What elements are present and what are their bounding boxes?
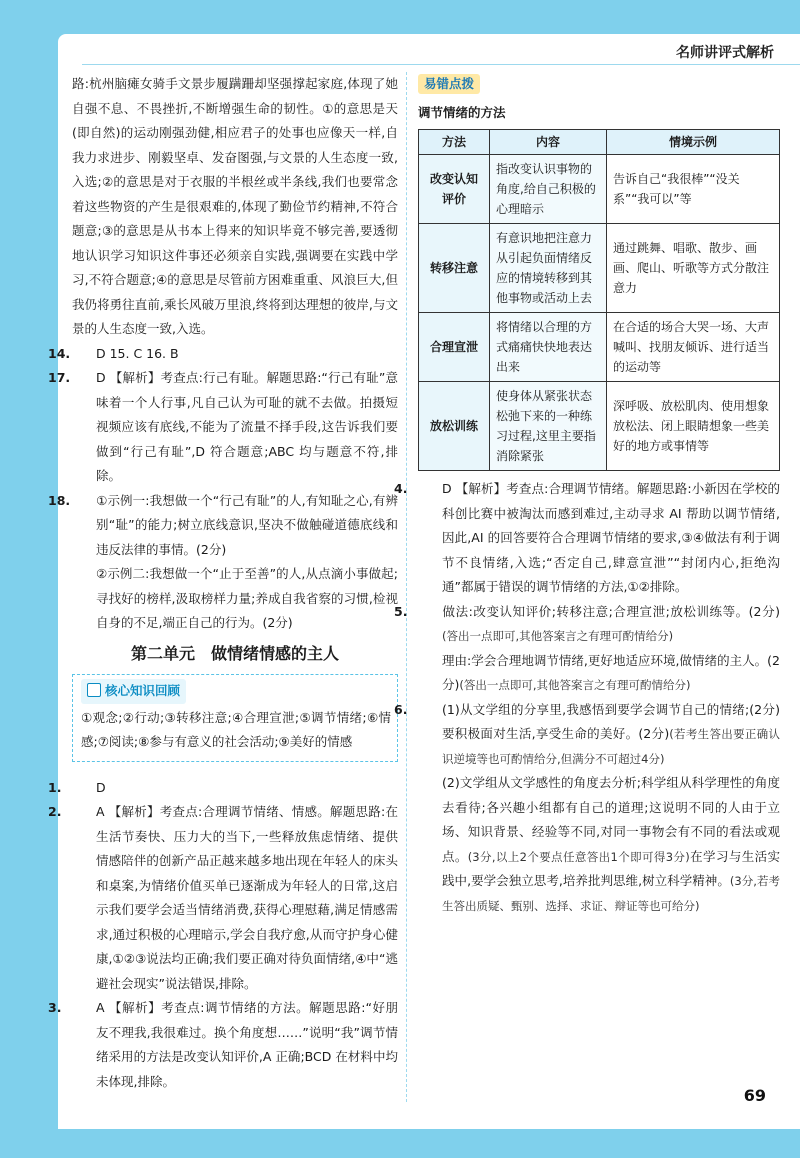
table-title: 调节情绪的方法 <box>418 104 506 120</box>
tip-tag: 易错点拨 <box>418 74 480 94</box>
answer-2: 2. A 【解析】考查点:合理调节情绪、情感。解题思路:在生活节奏快、压力大的当下,一些释放焦虑情绪、提供情感陪伴的创新产品正越来越多地出现在年轻人的床头和桌案,为情绪价值买单已逐渐成为年轻人的日常,这启示我们要学会适当情绪消费,获得心理慰藉,满足情感需求,通过积极的心理暗示,学会自我疗愈,从而守护身心健康,①②③说法均正确;我们要正确对待负面情绪,④中“逃避社会现实”说法错误,排除。 <box>48 804 398 991</box>
methods-table <box>418 129 780 471</box>
method-cell: 转移注意 <box>419 224 490 313</box>
answer-18-part2: ②示例二:我想做一个“止于至善”的人,从点滴小事做起;寻找好的榜样,汲取榜样力量;养成自我省察的习惯,检视自身的不足,端正自己的行为。(2分) <box>96 566 398 630</box>
page-number: 69 <box>743 1086 766 1105</box>
answer-14-16: 14. D 15. C 16. B <box>48 345 179 361</box>
content-cell: 使身体从紧张状态松弛下来的一种练习过程,这里主要指消除紧张 <box>490 382 607 471</box>
example-cell: 通过跳舞、唱歌、散步、画画、爬山、听歌等方式分散注意力 <box>607 224 780 313</box>
core-knowledge-box <box>72 674 398 762</box>
box-text: ①观念;②行动;③转移注意;④合理宣泄;⑤调节情绪;⑥情感;⑦阅读;⑧参与有意义的社会活动;⑨美好的情感 <box>81 709 391 749</box>
header-cell: 方法 <box>419 130 490 155</box>
header-title: 名师讲评式解析 <box>676 45 774 61</box>
table-row <box>419 155 780 224</box>
content-cell: 有意识地把注意力从引起负面情绪反应的情境转移到其他事物或活动上去 <box>490 224 607 313</box>
method-cell: 放松训练 <box>419 382 490 471</box>
answer-4: 4. D 【解析】考查点:合理调节情绪。解题思路:小新因在学校的科创比赛中被淘汰而感到难过,主动寻求 AI 帮助以调节情绪,因此,AI 的回答要符合合理调节情绪的要求,③④做法有利于调节不良情绪,入选;“否定自己,肆意宣泄”“封闭内心,拒绝沟通”都属于错误的调节情绪的方法,①②排除。 <box>394 481 780 594</box>
table-row <box>419 382 780 471</box>
content-cell: 将情绪以合理的方式痛痛快快地表达出来 <box>490 313 607 382</box>
answer-1: 1. D <box>48 779 106 795</box>
continued-answer: 路:杭州脑瘫女骑手文景步履蹒跚却坚强撑起家庭,体现了她自强不息、不畏挫折,不断增强生命的韧性。①的意思是天(即自然)的运动刚强劲健,相应君子的处事也应像天一样,自我力求进步、刚毅坚卓、发奋图强,与文景的人生态度一致,入选;②的意思是对于衣服的半根丝或半条线,我们也要常念着这些物资的产生是很艰难的,体现了勤俭节约精神,不符合题意;③的意思是从书本上得来的知识毕竟不够完善,要透彻地认识学习知识这件事还必须亲自实践,强调要在实践中学习,不符合题意;④的意思是尽管前方困难重重、风浪巨大,但我仍将勇往直前,乘长风破万里浪,终将到达理想的彼岸,与文景的人生态度一致,入选。 <box>72 76 398 336</box>
column-divider <box>406 72 407 1102</box>
answer-6: 6. (1)从文学组的分享里,我感悟到要学会调节自己的情绪;(2分)要积极面对生活,享受生命的美好。(2分)(若考生答出要正确认识逆境等也可酌情给分,但满分不可超过4分) <box>394 701 780 766</box>
method-cell: 改变认知评价 <box>419 155 490 224</box>
right-column <box>394 72 781 918</box>
answer-3: 3. A 【解析】考查点:调节情绪的方法。解题思路:“好朋友不理我,我很难过。换个角度想……”说明“我”调节情绪采用的方法是改变认知评价,A 正确;BCD 在材料中均未体现,排除。 <box>48 1000 398 1089</box>
table-header-row <box>419 130 780 155</box>
answer-6-part2: (2)文学组从文学感性的角度去分析;科学组从科学理性的角度去看待;各兴趣小组都有自己的道理;这说明不同的人由于立场、知识背景、经验等不同,对同一事物会有不同的看法或观点。(3分,以上2个要点任意答出1个即可得3分)在学习与生活实践中,要学会独立思考,培养批判思维,树立科学精神。(3分,若考生答出质疑、甄别、选择、求证、辩证等也可给分) <box>442 775 781 913</box>
left-column <box>48 72 398 1094</box>
example-cell: 深呼吸、放松肌肉、使用想象放松法、闭上眼睛想象一些美好的地方或事情等 <box>607 382 780 471</box>
example-cell: 在合适的场合大哭一场、大声喊叫、找朋友倾诉、进行适当的运动等 <box>607 313 780 382</box>
method-cell: 合理宣泄 <box>419 313 490 382</box>
header-cell: 情境示例 <box>607 130 780 155</box>
answer-18: 18. ①示例一:我想做一个“行己有耻”的人,有知耻之心,有辨别“耻”的能力;树立底线意识,坚决不做触碰道德底线和违反法律的事情。(2分) <box>48 492 398 557</box>
table-row <box>419 313 780 382</box>
example-cell: 告诉自己“我很棒”“没关系”“我可以”等 <box>607 155 780 224</box>
section-title: 第二单元 做情绪情感的主人 <box>130 643 339 663</box>
answer-17: 17. D 【解析】考查点:行己有耻。解题思路:“行己有耻”意味着一个人行事,凡自己认为可耻的就不去做。拍摄短视频应该有底线,不能为了流量不择手段,这告诉我们要做到“行己有耻”,D 符合题意;ABC 均与题意不符,排除。 <box>48 370 398 483</box>
header-divider <box>82 64 800 65</box>
table-row <box>419 224 780 313</box>
answer-5-reason: 理由:学会合理地调节情绪,更好地适应环境,做情绪的主人。(2分)(答出一点即可,其他答案言之有理可酌情给分) <box>442 652 780 692</box>
book-icon <box>87 683 101 697</box>
page-sheet <box>48 34 800 1129</box>
answer-5: 5. 做法:改变认知评价;转移注意;合理宣泄;放松训练等。(2分)(答出一点即可,其他答案言之有理可酌情给分) <box>394 603 780 643</box>
content-cell: 指改变认识事物的角度,给自己积极的心理暗示 <box>490 155 607 224</box>
box-heading: 核心知识回顾 <box>81 679 186 704</box>
header-cell: 内容 <box>490 130 607 155</box>
